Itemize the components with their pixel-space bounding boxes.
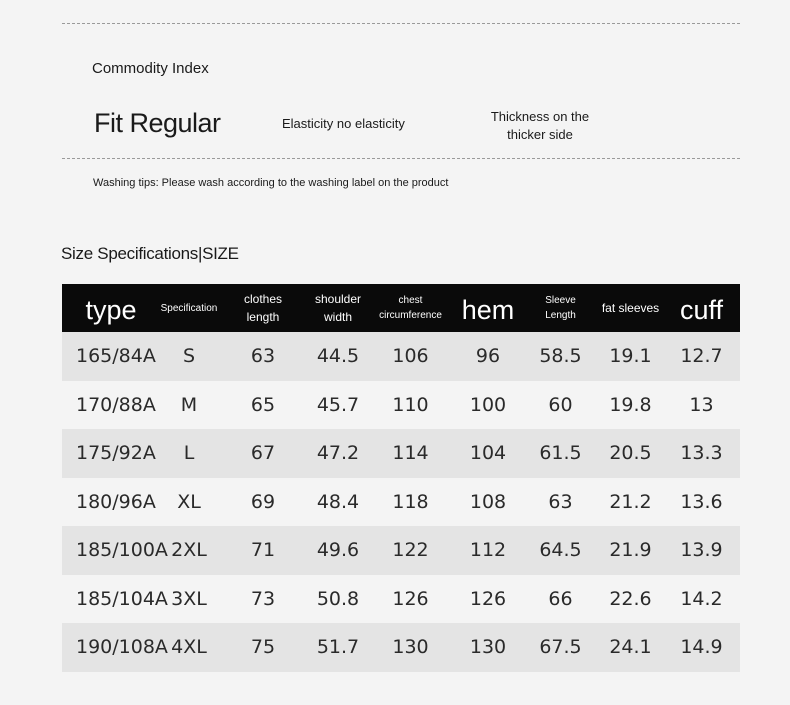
cell-specification: L [160,429,218,478]
elasticity-label: Elasticity no elasticity [282,116,405,131]
cell-chest-circumference: 106 [368,332,453,381]
cell-hem: 96 [453,332,523,381]
cell-cuff: 14.9 [663,623,740,672]
cell-chest-circumference: 118 [368,478,453,527]
washing-tips: Washing tips: Please wash according to the washing label on the product [93,177,449,189]
cell-sleeve-length: 60 [523,381,598,430]
cell-cuff: 13.3 [663,429,740,478]
cell-type: 165/84A [62,332,160,381]
cell-chest-circumference: 126 [368,575,453,624]
cell-clothes-length: 63 [218,332,308,381]
cell-specification: 4XL [160,623,218,672]
header-type: type [62,284,160,332]
cell-chest-circumference: 130 [368,623,453,672]
commodity-index-title: Commodity Index [92,60,209,77]
cell-fat-sleeves: 22.6 [598,575,663,624]
cell-sleeve-length: 61.5 [523,429,598,478]
cell-hem: 126 [453,575,523,624]
cell-type: 185/100A [62,526,160,575]
cell-fat-sleeves: 21.9 [598,526,663,575]
table-row [62,575,740,624]
cell-hem: 112 [453,526,523,575]
cell-cuff: 14.2 [663,575,740,624]
cell-hem: 104 [453,429,523,478]
header-chest-circumference: chest circumference [368,284,453,332]
header-fat-sleeves: fat sleeves [598,284,663,332]
cell-cuff: 13 [663,381,740,430]
cell-fat-sleeves: 19.8 [598,381,663,430]
cell-fat-sleeves: 24.1 [598,623,663,672]
cell-chest-circumference: 110 [368,381,453,430]
cell-type: 180/96A [62,478,160,527]
cell-clothes-length: 73 [218,575,308,624]
cell-fat-sleeves: 21.2 [598,478,663,527]
header-shoulder-width: shoulder width [308,284,368,332]
header-cuff: cuff [663,284,740,332]
cell-type: 175/92A [62,429,160,478]
table-row [62,381,740,430]
cell-chest-circumference: 122 [368,526,453,575]
thickness-line-2: thicker side [507,127,573,142]
cell-sleeve-length: 63 [523,478,598,527]
cell-sleeve-length: 58.5 [523,332,598,381]
fit-label: Fit Regular [94,108,221,138]
size-table-header [62,284,740,332]
header-hem: hem [453,284,523,332]
cell-cuff: 12.7 [663,332,740,381]
header-specification: Specification [160,284,218,332]
cell-specification: XL [160,478,218,527]
cell-sleeve-length: 67.5 [523,623,598,672]
cell-clothes-length: 71 [218,526,308,575]
cell-specification: M [160,381,218,430]
cell-specification: 3XL [160,575,218,624]
cell-shoulder-width: 44.5 [308,332,368,381]
thickness-label [490,108,590,144]
table-row [62,429,740,478]
cell-specification: 2XL [160,526,218,575]
cell-hem: 100 [453,381,523,430]
cell-cuff: 13.9 [663,526,740,575]
cell-chest-circumference: 114 [368,429,453,478]
table-row [62,332,740,381]
cell-shoulder-width: 50.8 [308,575,368,624]
size-specifications-title: Size Specifications|SIZE [61,244,239,263]
cell-fat-sleeves: 20.5 [598,429,663,478]
table-row [62,526,740,575]
cell-type: 170/88A [62,381,160,430]
cell-clothes-length: 65 [218,381,308,430]
divider-middle [62,158,740,159]
cell-clothes-length: 75 [218,623,308,672]
cell-shoulder-width: 47.2 [308,429,368,478]
table-row [62,478,740,527]
cell-specification: S [160,332,218,381]
cell-shoulder-width: 49.6 [308,526,368,575]
cell-clothes-length: 69 [218,478,308,527]
cell-fat-sleeves: 19.1 [598,332,663,381]
cell-hem: 108 [453,478,523,527]
cell-clothes-length: 67 [218,429,308,478]
cell-cuff: 13.6 [663,478,740,527]
thickness-line-1: Thickness on the [490,109,590,124]
cell-shoulder-width: 51.7 [308,623,368,672]
cell-type: 185/104A [62,575,160,624]
header-sleeve-length: Sleeve Length [523,284,598,332]
header-clothes-length: clothes length [218,284,308,332]
cell-sleeve-length: 64.5 [523,526,598,575]
cell-hem: 130 [453,623,523,672]
size-table [62,284,740,672]
cell-shoulder-width: 45.7 [308,381,368,430]
divider-top [62,23,740,24]
cell-type: 190/108A [62,623,160,672]
cell-sleeve-length: 66 [523,575,598,624]
table-row [62,623,740,672]
cell-shoulder-width: 48.4 [308,478,368,527]
